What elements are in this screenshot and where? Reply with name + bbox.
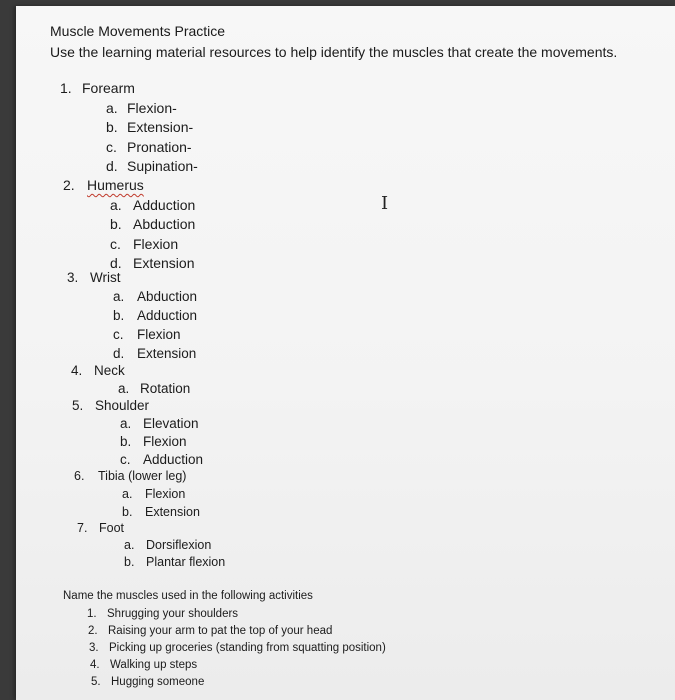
item-letter: d.: [106, 158, 118, 174]
movement-item: Abduction: [137, 289, 198, 304]
section-heading: Forearm: [82, 80, 135, 96]
item-letter: a.: [110, 196, 122, 213]
document-page: [16, 6, 675, 700]
text-cursor-icon: I: [381, 193, 389, 214]
section-number: 7.: [77, 521, 88, 535]
activity-item: Shrugging your shoulders: [107, 608, 239, 620]
activity-item: Raising your arm to pat the top of your head: [108, 625, 333, 637]
movement-item: Flexion: [145, 487, 186, 501]
section-number: 1.: [60, 80, 72, 96]
section-number: 2.: [63, 177, 75, 193]
activity-item: Hugging someone: [111, 676, 205, 688]
item-letter: d.: [110, 255, 122, 271]
activity-number: 2.: [88, 625, 98, 637]
movement-item: Rotation: [140, 381, 191, 396]
section-number: 5.: [72, 398, 84, 413]
movement-item: Extension-: [127, 119, 194, 135]
item-letter: a.: [124, 538, 135, 552]
section-heading: Neck: [94, 363, 125, 378]
movement-item: Adduction: [143, 452, 204, 467]
activity-number: 4.: [90, 659, 100, 671]
movement-item: Elevation: [143, 416, 199, 431]
activity-number: 5.: [91, 676, 101, 688]
item-letter: b.: [110, 216, 122, 232]
movement-item: Adduction: [133, 196, 196, 213]
activities-heading: Name the muscles used in the following activities: [63, 590, 313, 602]
movement-item: Adduction: [137, 308, 198, 323]
movement-item: Extension: [145, 505, 200, 519]
item-letter: b.: [113, 308, 125, 323]
activity-number: 1.: [87, 608, 97, 620]
instructions-text: Use the learning material resources to help identify the muscles that create the movements.: [50, 44, 618, 60]
activity-item: Walking up steps: [110, 659, 198, 671]
item-letter: b.: [122, 505, 133, 519]
movement-item: Extension: [137, 346, 197, 361]
item-letter: c.: [113, 327, 124, 342]
section-heading: Humerus: [87, 177, 144, 193]
movement-item: Flexion-: [127, 99, 177, 116]
item-letter: a.: [122, 487, 133, 501]
section-number: 4.: [71, 363, 83, 378]
item-letter: c.: [110, 235, 121, 252]
movement-item: Flexion: [143, 434, 187, 449]
item-letter: d.: [113, 346, 125, 361]
item-letter: b.: [120, 434, 132, 449]
item-letter: b.: [124, 555, 135, 569]
movement-item: Extension: [133, 255, 195, 271]
movement-item: Abduction: [133, 216, 196, 232]
page-title: Muscle Movements Practice: [50, 23, 226, 39]
item-letter: a.: [120, 416, 132, 431]
item-letter: a.: [106, 99, 118, 116]
activity-item: Picking up groceries (standing from squatting position): [109, 642, 386, 654]
movement-item: Plantar flexion: [146, 555, 226, 569]
item-letter: c.: [106, 138, 117, 155]
movement-item: Flexion: [133, 235, 179, 252]
section-heading: Foot: [99, 521, 125, 535]
section-heading: Tibia (lower leg): [98, 469, 187, 483]
section-heading: Shoulder: [95, 398, 150, 413]
section-number: 6.: [74, 469, 85, 483]
section-heading: Wrist: [90, 270, 121, 285]
activity-number: 3.: [89, 642, 99, 654]
item-letter: a.: [118, 381, 130, 396]
movement-item: Dorsiflexion: [146, 538, 212, 552]
item-letter: b.: [106, 119, 118, 135]
movement-item: Supination-: [127, 158, 198, 174]
item-letter: a.: [113, 289, 125, 304]
movement-item: Flexion: [137, 327, 181, 342]
movement-item: Pronation-: [127, 138, 192, 155]
item-letter: c.: [120, 452, 131, 467]
section-number: 3.: [67, 270, 79, 285]
